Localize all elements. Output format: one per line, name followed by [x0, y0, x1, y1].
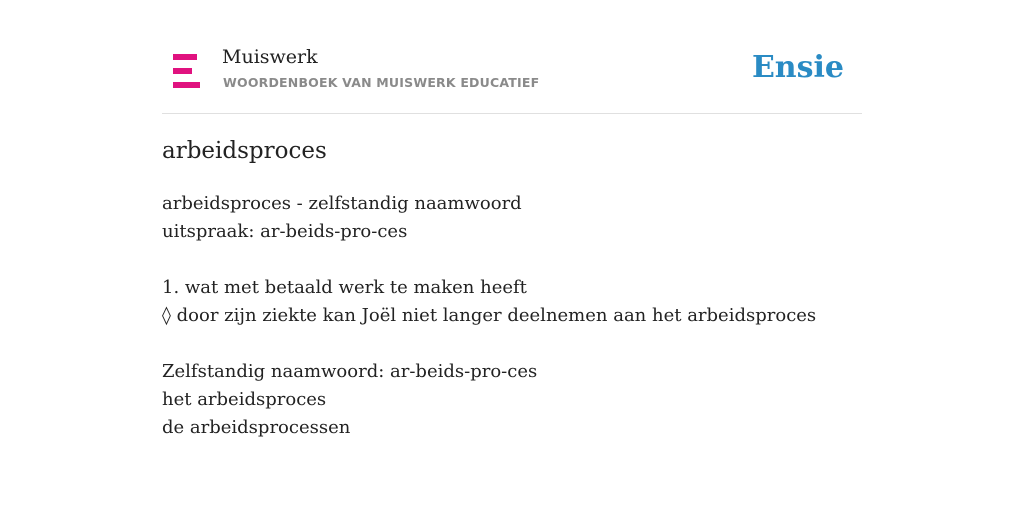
blank-line — [162, 246, 816, 274]
header — [162, 40, 862, 114]
muiswerk-logo-icon[interactable] — [173, 54, 200, 88]
page-title: arbeidsproces — [162, 138, 327, 164]
blank-line — [162, 330, 816, 358]
dictionary-card — [162, 40, 862, 438]
definition-body — [162, 190, 816, 442]
site-subtitle: WOORDENBOEK VAN MUISWERK EDUCATIEF — [223, 75, 540, 90]
pronunciation-line: uitspraak: ar-beids-pro-ces — [162, 221, 408, 242]
example-line: ◊ door zijn ziekte kan Joël niet langer deelnemen aan het arbeidsproces — [162, 305, 817, 326]
ensie-logo[interactable]: Ensie — [751, 50, 844, 85]
site-title[interactable]: Muiswerk — [222, 46, 318, 68]
singular-form-line: het arbeidsproces — [162, 389, 327, 410]
grammar-line: Zelfstandig naamwoord: ar-beids-pro-ces — [162, 361, 538, 382]
plural-form-line: de arbeidsprocessen — [162, 417, 351, 438]
definition-line: 1. wat met betaald werk te maken heeft — [162, 277, 527, 298]
entry-type-line: arbeidsproces - zelfstandig naamwoord — [162, 193, 522, 214]
